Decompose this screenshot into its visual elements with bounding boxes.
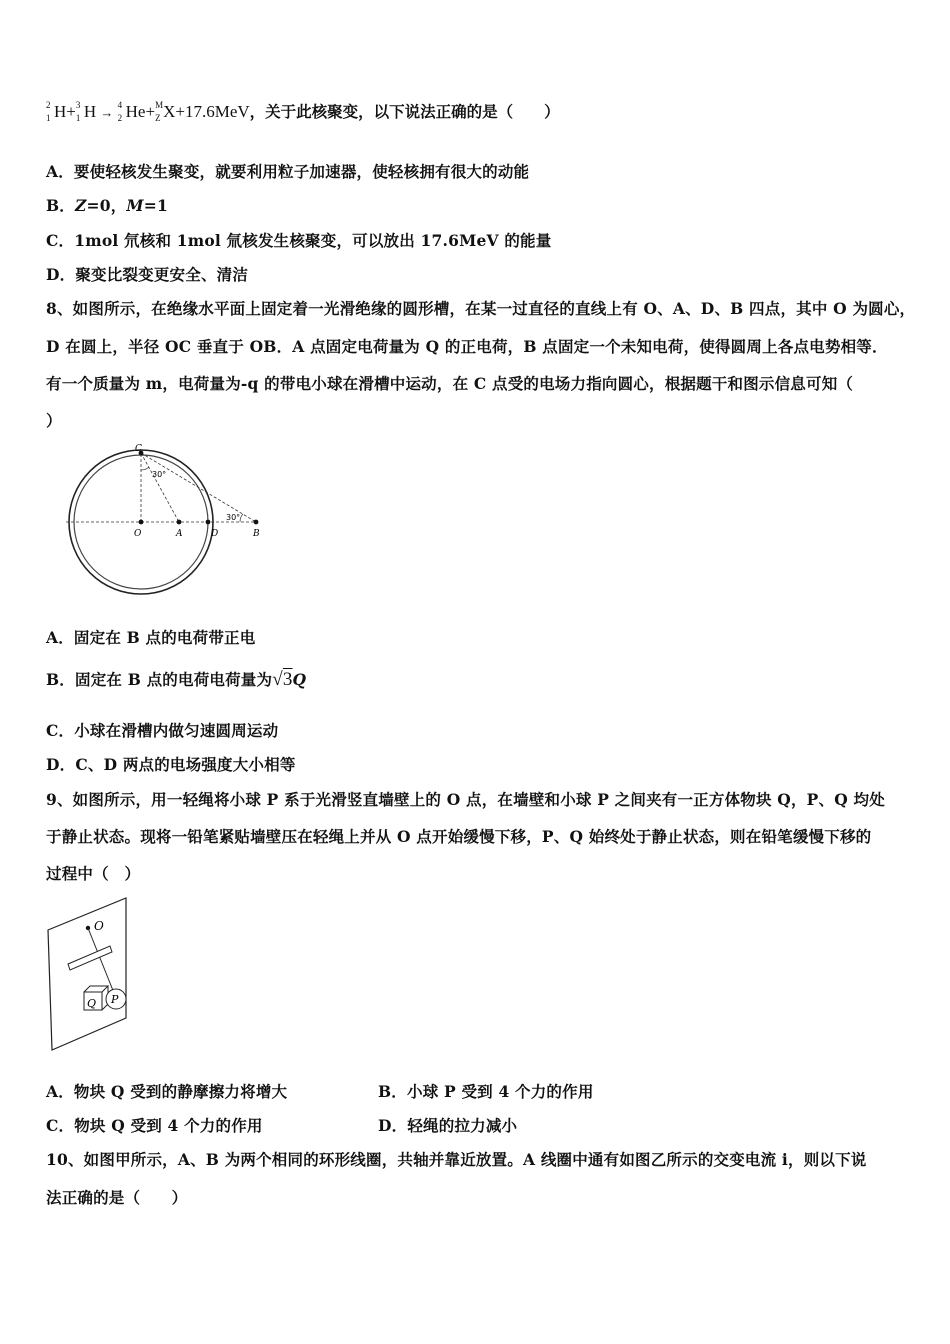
q9-stem-line2: 于静止状态。现将一铅笔紧贴墙壁压在轻绳上并从 O 点开始缓慢下移，P、Q 始终处于静止状态，则在铅笔缓慢下移的 [46,827,872,846]
h2-mass: 2 [46,100,51,110]
q8-option-a[interactable]: A．固定在 B 点的电荷带正电 [46,628,256,647]
angle-arc-b [240,514,243,522]
light-rope [88,928,116,998]
q9-option-c[interactable]: C．物块 Q 受到 4 个力的作用 [46,1116,263,1135]
q7-stem-tail: ，关于此核聚变，以下说法正确的是（ ） [249,102,560,121]
q8-stem-line4: ） [46,411,62,430]
q8-option-c[interactable]: C．小球在滑槽内做匀速圆周运动 [46,721,279,740]
circle-groove-figure [62,440,272,600]
wall-plane [48,898,126,1050]
sqrt-radicand: 3 [282,669,293,690]
q10-stem-line2: 法正确的是（ ） [46,1188,188,1207]
label-a: A [176,529,183,539]
label-d: D [211,529,219,539]
point-a [177,520,182,525]
reaction-arrow: → [100,105,114,120]
option-b-text: B．固定在 B 点的电荷电荷量为 [46,670,273,689]
point-d [206,520,211,525]
option-b-mid: =0， [86,196,127,215]
q7-option-b[interactable] [46,194,168,216]
q7-option-a[interactable]: A．要使轻核发生聚变，就要利用粒子加速器，使轻核拥有很大的动能 [46,162,530,181]
he-charge: 2 [117,113,123,123]
plus-sign: + [66,102,76,121]
x-mass: M [155,100,164,110]
var-q: Q [292,670,307,689]
q9-option-d[interactable]: D．轻绳的拉力减小 [378,1116,518,1135]
q8-option-d[interactable]: D．C、D 两点的电场强度大小相等 [46,755,296,774]
energy-value: +17.6MeV [175,102,250,121]
label-q: Q [87,997,97,1010]
h2-charge: 1 [46,113,51,123]
point-b [254,520,259,525]
label-o: O [94,919,104,933]
point-o [139,520,144,525]
wall-ball-figure [44,894,134,1054]
he-mass: 4 [117,100,123,110]
q9-stem-line3: 过程中（ ） [46,864,141,883]
q7-option-d[interactable]: D．聚变比裂变更安全、清洁 [46,265,249,284]
q10-stem-line1: 10、如图甲所示，A、B 为两个相同的环形线圈，共轴并靠近放置。A 线圈中通有如图乙所示的交变电流 i，则以下说 [46,1150,867,1169]
var-z: Z [75,196,87,215]
sqrt-expression: √3 [272,669,293,690]
q8-stem-line2: D 在圆上，半径 OC 垂直于 OB．A 点固定电荷量为 Q 的正电荷，B 点固定一个未知电荷，使得圆周上各点电势相等． [46,337,888,356]
q9-option-b[interactable]: B．小球 P 受到 4 个力的作用 [378,1082,594,1101]
he-symbol: He [125,102,146,121]
h3-charge: 1 [75,113,81,123]
angle-arc-c [141,467,149,470]
label-p: P [111,993,119,1006]
q8-stem-line3: 有一个质量为 m，电荷量为-q 的带电小球在滑槽中运动，在 C 点受的电场力指向圆心，根据题干和图示信息可知（ [46,374,854,393]
q7-option-c[interactable]: C．1mol 氘核和 1mol 氚核发生核聚变，可以放出 17.6MeV 的能量 [46,231,552,250]
option-b-end: =1 [143,196,168,215]
label-angle-c: 30° [152,470,167,479]
option-b-prefix: B． [46,196,76,215]
var-m: M [126,196,144,215]
block-q-top [84,986,108,992]
label-b: B [253,529,260,539]
x-symbol: X [163,102,176,121]
q9-option-a[interactable]: A．物块 Q 受到的静摩擦力将增大 [46,1082,288,1101]
h2-symbol: H [54,102,67,121]
label-o: O [134,529,142,539]
pencil [68,946,112,970]
x-charge: Z [155,113,161,123]
label-angle-b: 30° [226,513,241,522]
q9-stem-line1: 9、如图所示，用一轻绳将小球 P 系于光滑竖直墙壁上的 O 点，在墙壁和小球 P 之间夹有一正方体物块 Q，P、Q 均处 [46,790,885,809]
q8-option-b[interactable] [46,668,306,691]
plus-sign-2: + [145,102,156,121]
q8-stem-line1: 8、如图所示，在绝缘水平面上固定着一光滑绝缘的圆形槽，在某一过直径的直线上有 O、A、D、B 四点，其中 O 为圆心， [46,299,916,318]
h3-symbol: H [83,102,97,121]
h3-mass: 3 [75,100,81,110]
line-cb [141,453,256,522]
fusion-equation [46,100,560,123]
label-c: C [135,444,142,454]
